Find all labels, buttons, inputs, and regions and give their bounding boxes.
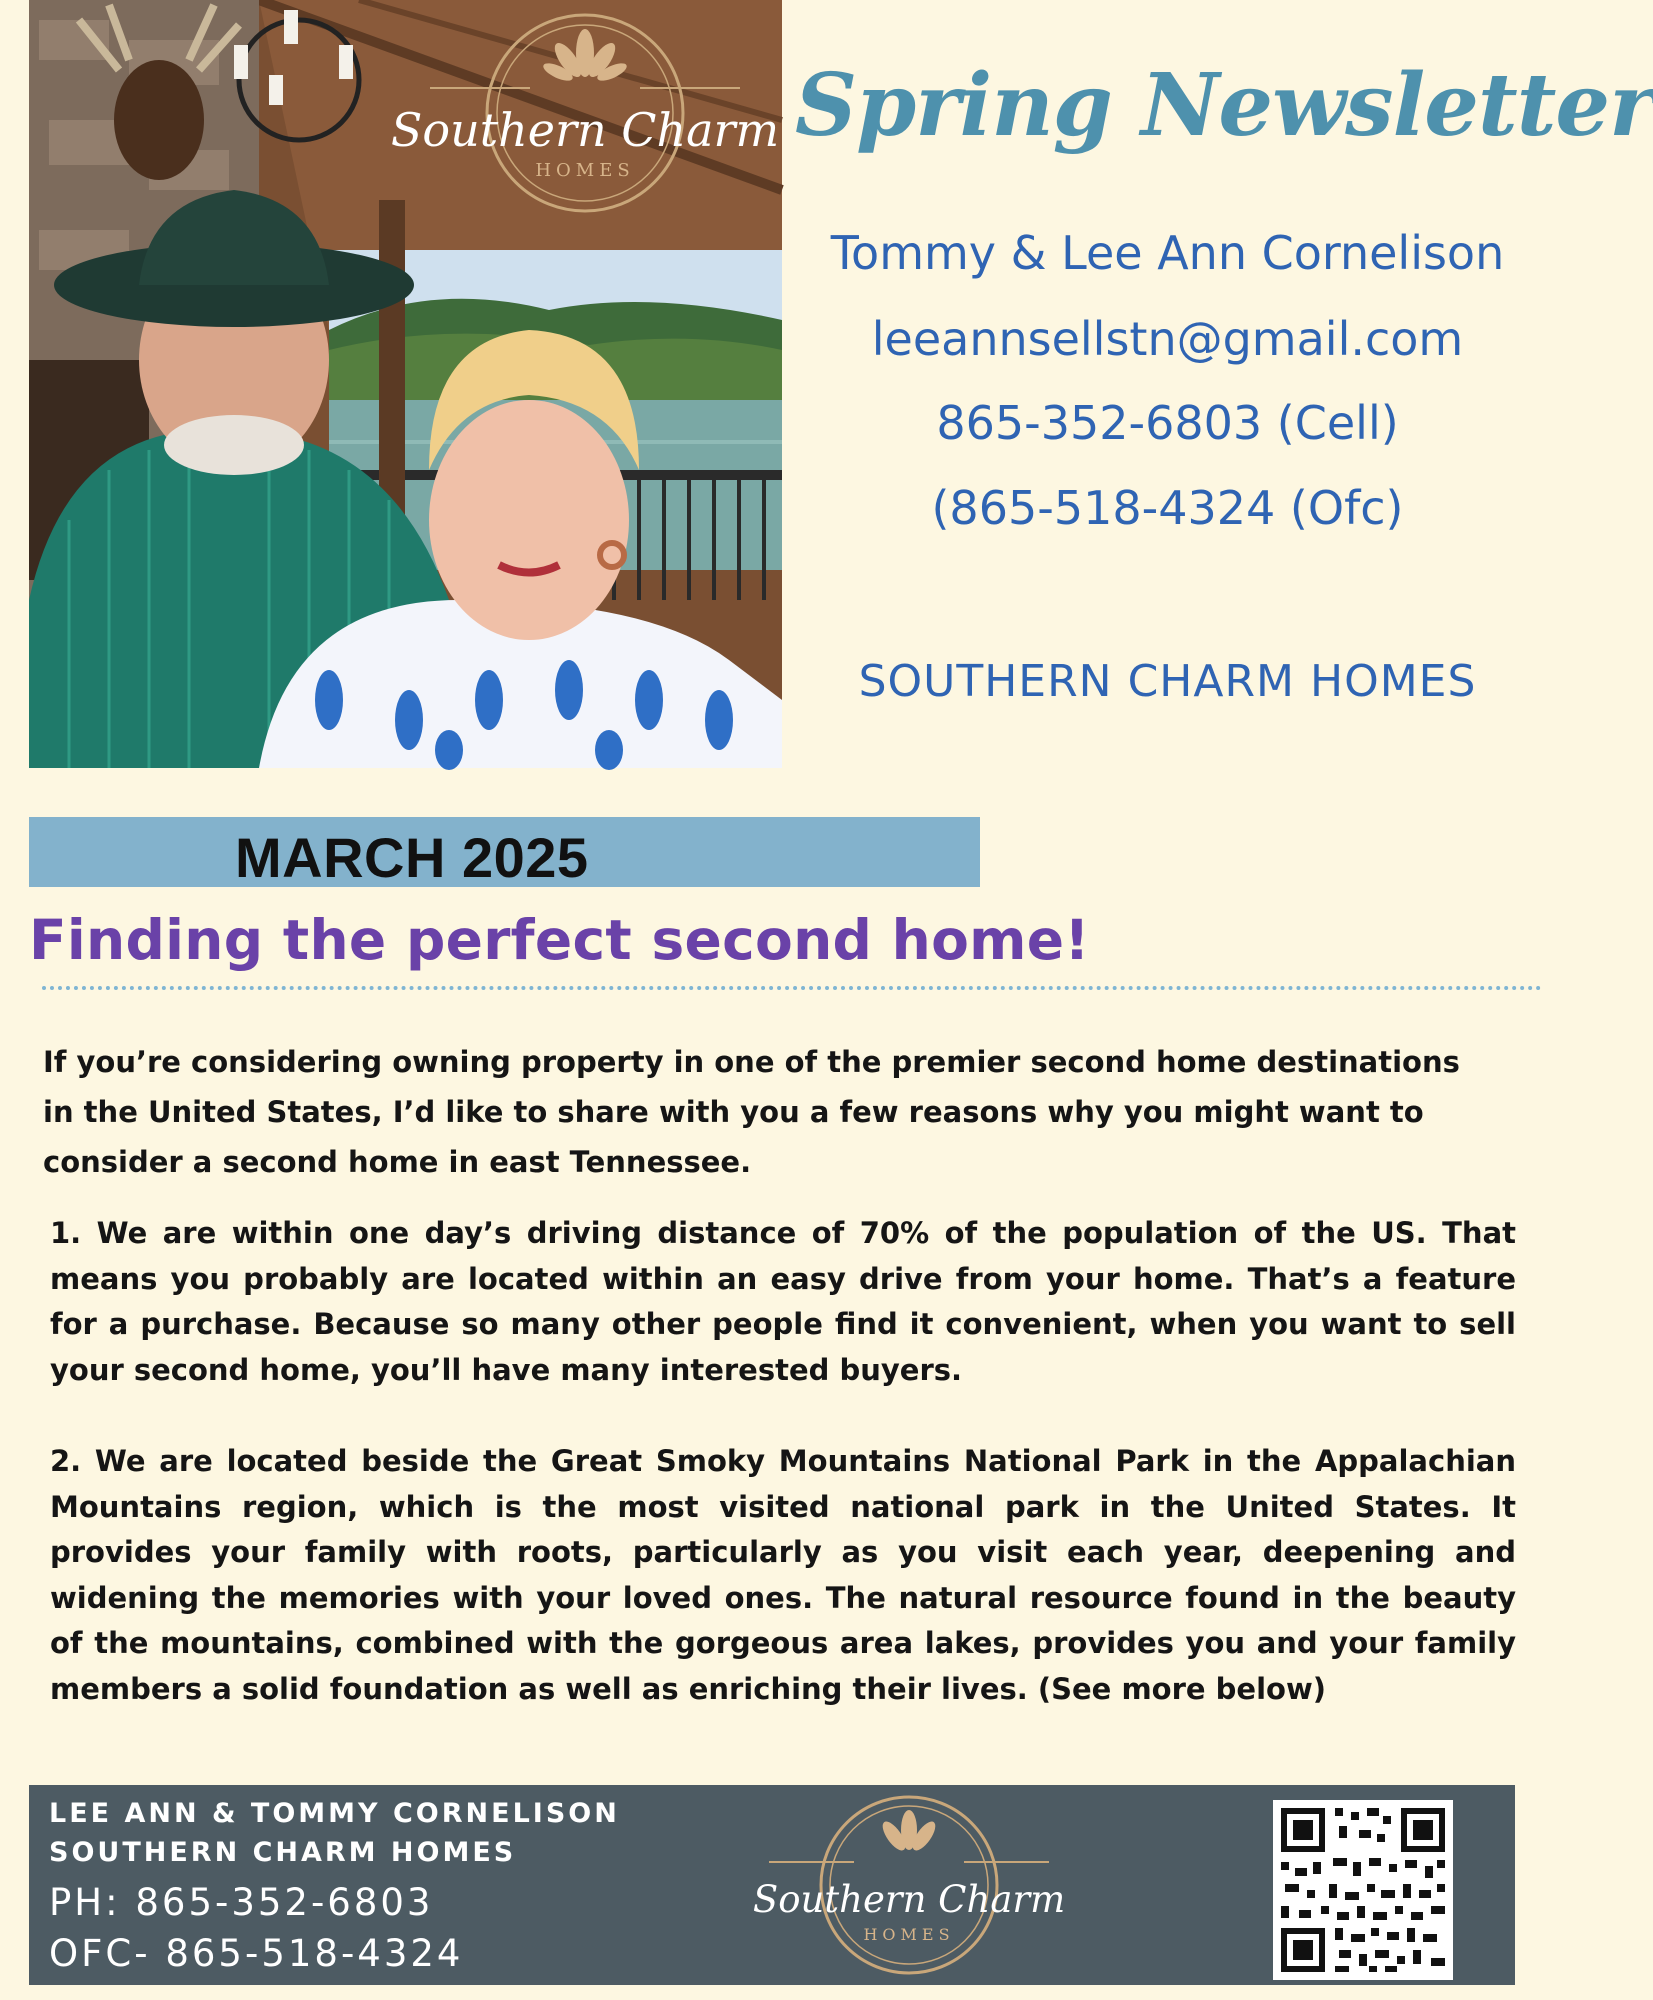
agent-email-link[interactable]: leeannsellstn@gmail.com (871, 312, 1464, 366)
footer-office[interactable]: OFC- 865-518-4324 (49, 1932, 464, 1975)
article-headline: Finding the perfect second home! (29, 908, 1090, 972)
cell-phone[interactable]: 865-352-6803 (Cell) (936, 396, 1399, 450)
month-banner (29, 817, 980, 887)
footer-phone[interactable]: PH: 865-352-6803 (49, 1881, 434, 1924)
office-phone[interactable]: (865-518-4324 (Ofc) (931, 481, 1404, 535)
article-point-1: 1. We are within one day’s driving distance of 70% of the population of the US. That means you probably are located within an easy drive from your home. That’s a feature for a purchase. Because so many other people find it convenient, when you want to sell your second home, you’ll have many interested buyers. (50, 1216, 1516, 1387)
footer-magnolia-icon (879, 1810, 940, 1854)
article-point-2: 2. We are located beside the Great Smoky Mountains National Park in the Appalachian Mountains region, which is the most visited national park in the United States. It provides your family with roots, particularly as you visit each year, deepening and widening the memories with your loved ones. The natural resource found in the beauty of the mountains, combined with the gorgeous area lakes, provides you and your family members a solid foundation as well as enriching their lives. (See more below) (50, 1444, 1516, 1706)
footer-names: LEE ANN & TOMMY CORNELISON (49, 1798, 620, 1829)
article-intro: If you’re considering owning property in one of the premier second home destinations in the United States, I’d like to share with you a few reasons why you might want to consider a second home in east Tennessee. (43, 1045, 1460, 1179)
issue-month: MARCH 2025 (235, 826, 589, 889)
qr-code[interactable] (1273, 1800, 1453, 1980)
magnolia-icon (541, 29, 629, 84)
footer (29, 1785, 1515, 1985)
footer-logo-sub: HOMES (863, 1925, 955, 1944)
logo-name: Southern Charm (390, 103, 780, 157)
qr-code-icon (1273, 1800, 1453, 1980)
brand-logo (390, 8, 780, 218)
footer-brand-logo (752, 1790, 1066, 1980)
agent-names: Tommy & Lee Ann Cornelison (830, 226, 1505, 280)
newsletter-title: Spring Newsletter (795, 55, 1653, 156)
footer-company: SOUTHERN CHARM HOMES (49, 1837, 517, 1868)
company-name: SOUTHERN CHARM HOMES (858, 656, 1477, 707)
footer-logo-name: Southern Charm (752, 1878, 1066, 1921)
dotted-divider (42, 986, 1542, 990)
logo-sub: HOMES (535, 160, 635, 181)
